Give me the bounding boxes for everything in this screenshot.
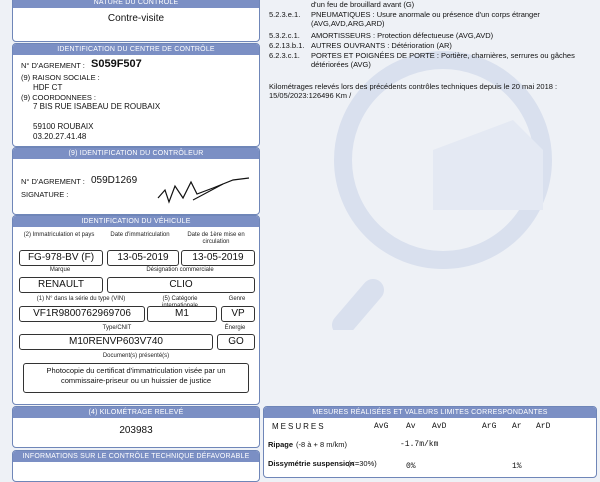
controleur-panel — [12, 147, 260, 215]
nature-value: Contre-visite — [107, 13, 165, 24]
controleur-signature-label: SIGNATURE : — [21, 190, 69, 199]
energie-label: Énergie — [224, 325, 246, 331]
informations-header: INFORMATIONS SUR LE CONTRÔLE TECHNIQUE DÉFAVORABLE — [13, 451, 259, 462]
row-dissym-av: 0% — [406, 462, 416, 471]
centre-coord-label: (9) COORDONNEES : — [21, 93, 97, 102]
centre-agrement-value: S059F507 — [91, 58, 142, 70]
marque-value: RENAULT — [19, 277, 103, 293]
col-avd: AvD — [432, 422, 447, 431]
kilometrage-panel — [12, 406, 260, 448]
defaut-text-2: AMORTISSEURS : Protection défectueuse (AVG,AVD) — [311, 31, 494, 40]
centre-header: IDENTIFICATION DU CENTRE DE CONTRÔLE — [13, 44, 259, 55]
defaut-code-4: 6.2.3.c.1. — [269, 51, 300, 60]
signature-image — [153, 168, 253, 208]
vehicule-header: IDENTIFICATION DU VÉHICULE — [13, 216, 259, 227]
defaut-text-3: AUTRES OUVRANTS : Détérioration (AR) — [311, 41, 452, 50]
vin-value: VF1R9800762969706 — [19, 306, 145, 322]
nature-panel — [12, 0, 260, 42]
km-history: Kilométrages relevés lors des précédents contrôles techniques depuis le 20 mai 2018 : 15/05/2023:126496 Km / — [269, 82, 558, 100]
categorie-value: M1 — [147, 306, 217, 322]
genre-label: Genre — [228, 296, 246, 302]
defaut-code-1: 5.2.3.e.1. — [269, 10, 301, 19]
defaut-text-1: PNEUMATIQUES : Usure anormale ou présence d'un corps étranger (AVG,AVD,ARG,ARD) — [311, 10, 540, 28]
date-first-label: Date de 1ère mise en circulation — [187, 232, 245, 245]
marque-label: Marque — [49, 267, 71, 273]
centre-panel — [12, 43, 260, 147]
controleur-agrement-label: N° D'AGREMENT : — [21, 177, 85, 186]
mesures-title: MESURES — [272, 422, 326, 431]
vin-label: (1) N° dans la série du type (VIN) — [36, 296, 126, 302]
col-ar: Ar — [512, 422, 522, 431]
row-dissym-label: Dissymétrie suspension — [268, 459, 355, 468]
date-immat-value: 13-05-2019 — [107, 250, 179, 266]
defaut-top-cut: d'un feu de brouillard avant (G) — [311, 0, 415, 9]
date-first-value: 13-05-2019 — [181, 250, 255, 266]
row-dissym-ar: 1% — [512, 462, 522, 471]
type-value: M10RENVP603V740 — [19, 334, 213, 350]
controleur-agrement-value: 059D1269 — [91, 175, 138, 186]
genre-value: VP — [221, 306, 255, 322]
row-ripage-limit: (-8 à + 8 m/km) — [296, 440, 348, 449]
centre-raison-value: HDF CT — [33, 83, 63, 92]
immat-value: FG-978-BV (F) — [19, 250, 103, 266]
categorie-label: (5) Catégorie — [162, 296, 198, 302]
nature-header: NATURE DU CONTRÔLE — [13, 0, 259, 8]
row-ripage-label: Ripage — [268, 440, 294, 449]
energie-value: GO — [217, 334, 255, 350]
defaut-text-4: PORTES ET POIGNÉES DE PORTE : Portière, charnières, serrures ou gâches détériorées (AVG) — [311, 51, 575, 69]
centre-phone: 03.20.27.41.48 — [33, 132, 87, 141]
centre-raison-label: (9) RAISON SOCIALE : — [21, 73, 100, 82]
col-avg: AvG — [374, 422, 389, 431]
centre-address1: 7 BIS RUE ISABEAU DE ROUBAIX — [33, 102, 161, 111]
type-label: Type/CNIT — [102, 325, 132, 331]
controleur-header: (9) IDENTIFICATION DU CONTRÔLEUR — [13, 148, 259, 159]
row-ripage-value: -1.7m/km — [400, 440, 439, 449]
right-column — [263, 0, 600, 470]
centre-agrement-label: N° D'AGREMENT : — [21, 61, 85, 70]
date-immat-label: Date d'immatriculation — [110, 232, 170, 238]
row-dissym-limit: (<=30%) — [348, 459, 377, 468]
immat-label: (2) Immatriculation et pays — [23, 232, 95, 238]
defaut-code-3: 6.2.13.b.1. — [269, 41, 305, 50]
kilometrage-value: 203983 — [119, 425, 153, 436]
documents-value: Photocopie du certificat d'immatriculation visée par un commissaire-priseur ou un huissier de justice — [23, 363, 249, 393]
mesures-panel — [263, 406, 597, 478]
col-av: Av — [406, 422, 416, 431]
centre-address2: 59100 ROUBAIX — [33, 122, 94, 131]
col-ard: ArD — [536, 422, 551, 431]
vehicule-panel — [12, 215, 260, 405]
designation-value: CLIO — [107, 277, 255, 293]
mesures-header: MESURES RÉALISÉES ET VALEURS LIMITES CORRESPONDANTES — [264, 407, 596, 418]
defaut-code-2: 5.3.2.c.1. — [269, 31, 300, 40]
designation-label: Désignation commerciale — [146, 267, 214, 273]
kilometrage-header: (4) KILOMÉTRAGE RELEVÉ — [13, 407, 259, 418]
documents-label: Document(s) présenté(s) — [102, 353, 170, 359]
informations-panel — [12, 450, 260, 482]
col-arg: ArG — [482, 422, 497, 431]
